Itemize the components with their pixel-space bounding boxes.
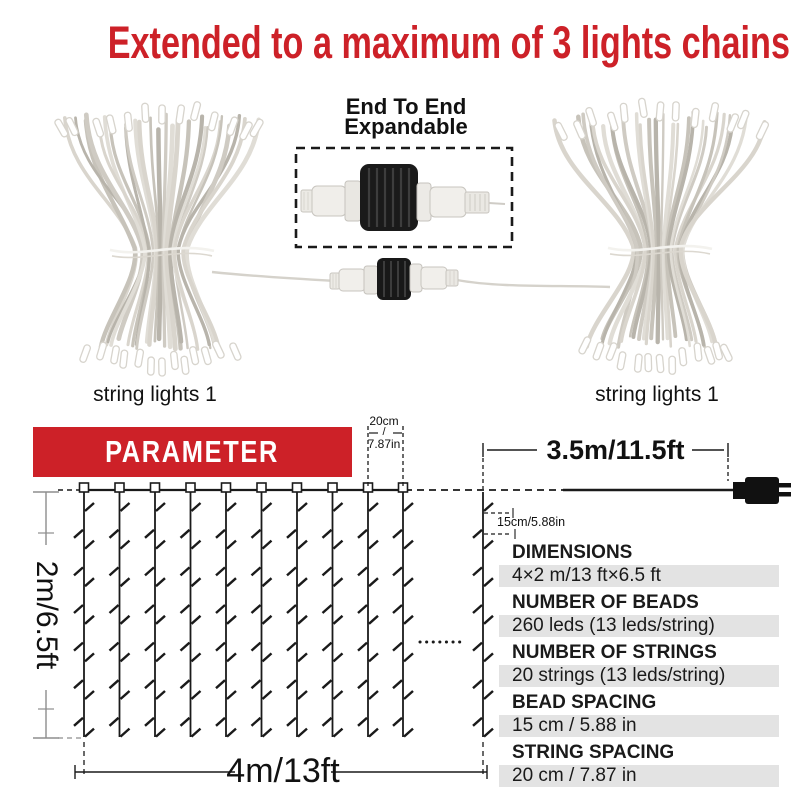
light-strings <box>74 483 493 737</box>
spec-label-dimensions: DIMENSIONS <box>512 542 633 563</box>
width-label: 4m/13ft <box>226 752 340 790</box>
headline <box>0 17 800 68</box>
left-light-bundle <box>54 101 264 376</box>
parameter-banner-text: PARAMETER <box>105 434 280 469</box>
left-bundle-label: string lights 1 <box>93 383 217 406</box>
string-spacing-in: 7.87in <box>367 437 401 451</box>
bead-spacing-label: 15cm/5.88in <box>497 515 566 529</box>
headline-text: Extended to a maximum of 3 lights chains <box>107 17 790 68</box>
expandable-caption-line2: Expandable <box>344 114 468 139</box>
expandable-caption-line1: End To End <box>345 94 467 119</box>
expandable-caption <box>298 94 514 139</box>
spec-value-bead-spacing: 15 cm / 5.88 in <box>499 715 779 737</box>
string-spacing-divider: / <box>382 426 386 438</box>
power-plug <box>733 477 791 504</box>
right-light-bundle <box>554 98 769 374</box>
expandable-connector-box <box>296 148 512 247</box>
spec-value-dimensions: 4×2 m/13 ft×6.5 ft <box>499 565 779 587</box>
spec-list <box>499 543 779 793</box>
spec-label-string-spacing: STRING SPACING <box>512 742 675 763</box>
inline-connector <box>330 258 458 300</box>
spec-item <box>499 643 779 687</box>
right-bundle-label: string lights 1 <box>595 383 719 406</box>
spec-item <box>499 743 779 787</box>
string-spacing-cm: 20cm <box>369 414 399 428</box>
lead-length-label: 3.5m/11.5ft <box>546 435 685 465</box>
spec-value-strings: 20 strings (13 leds/string) <box>499 665 779 687</box>
string-spacing-label <box>352 415 416 450</box>
spec-value-string-spacing: 20 cm / 7.87 in <box>499 765 779 787</box>
spec-item <box>499 693 779 737</box>
spec-item <box>499 593 779 637</box>
spec-value-beads: 260 leds (13 leds/string) <box>499 615 779 637</box>
spec-item <box>499 543 779 587</box>
spec-label-bead-spacing: BEAD SPACING <box>512 692 657 713</box>
spec-label-strings: NUMBER OF STRINGS <box>512 642 717 663</box>
spec-label-beads: NUMBER OF BEADS <box>512 592 699 613</box>
height-label: 2m/6.5ft <box>30 560 63 670</box>
